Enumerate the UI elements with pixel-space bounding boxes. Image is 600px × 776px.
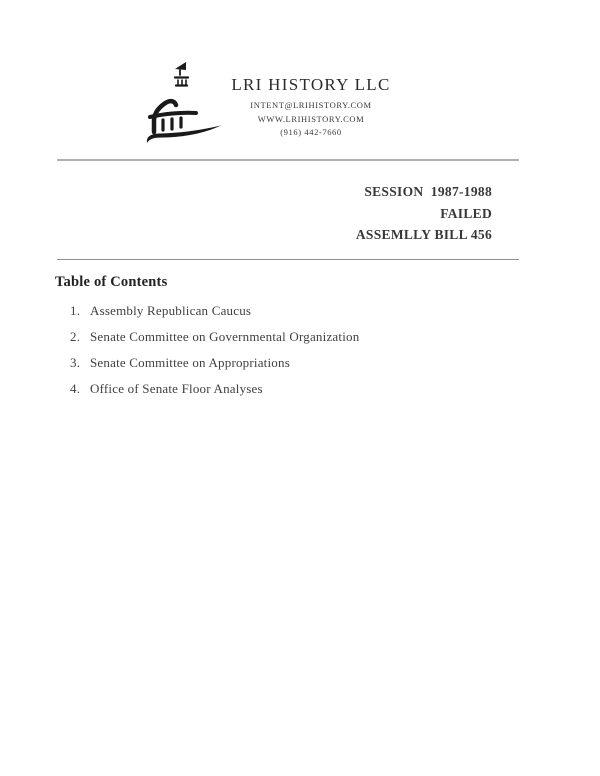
toc-item bbox=[70, 303, 359, 318]
case-info-block bbox=[356, 181, 492, 246]
company-name: LRI HISTORY LLC bbox=[231, 75, 391, 94]
toc-list bbox=[70, 303, 359, 407]
contact-email: INTENT@LRIHISTORY.COM bbox=[250, 100, 372, 110]
letterhead bbox=[222, 74, 400, 140]
toc-item-number: 3. bbox=[70, 355, 81, 370]
capitol-dome-logo-icon bbox=[143, 58, 223, 146]
contact-phone: (916) 442-7660 bbox=[280, 127, 342, 137]
toc-item-label: Office of Senate Floor Analyses bbox=[90, 381, 263, 396]
contact-block bbox=[222, 99, 400, 140]
toc-item-label: Senate Committee on Appropriations bbox=[90, 355, 290, 370]
toc-item-number: 2. bbox=[70, 329, 81, 344]
contact-website: WWW.LRIHISTORY.COM bbox=[257, 113, 365, 124]
toc-item-number: 4. bbox=[70, 381, 81, 396]
toc-item-number: 1. bbox=[70, 303, 81, 318]
toc-title: Table of Contents bbox=[55, 274, 168, 290]
bill-label: ASSEMLLY BILL 456 bbox=[355, 227, 492, 242]
toc-item-label: Senate Committee on Governmental Organization bbox=[90, 329, 360, 344]
status-label: FAILED bbox=[440, 205, 492, 221]
toc-item-label: Assembly Republican Caucus bbox=[90, 303, 252, 318]
toc-item bbox=[70, 329, 359, 344]
session-label: SESSION 1987-1988 bbox=[364, 184, 492, 199]
divider-top bbox=[57, 159, 519, 161]
divider-bottom bbox=[57, 259, 519, 260]
toc-item bbox=[70, 355, 359, 370]
toc-item bbox=[70, 381, 359, 396]
